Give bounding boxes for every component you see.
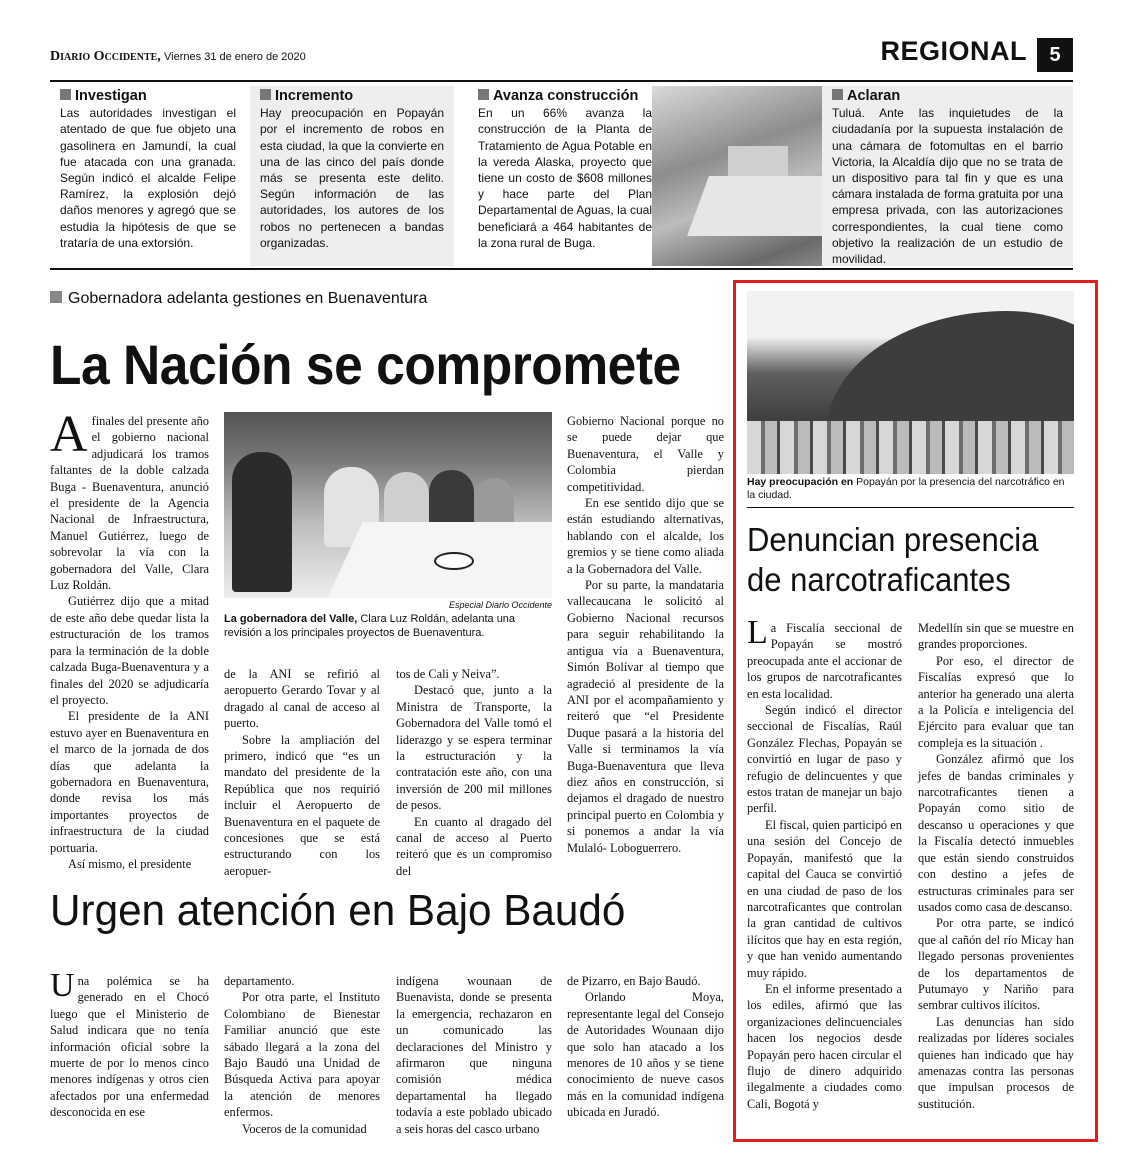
brief-investigan	[50, 86, 242, 266]
news-briefs	[50, 86, 1073, 266]
governor-meeting-photo	[224, 412, 552, 598]
story3-col-1: La Fiscalía seccional de Popayán se mostró preocupada ante el accionar de los grupos de narcotraficantes en esta localidad. Según indicó el director seccional de Fiscalías, Raúl González Flechas, Popayán se convirtió en lugar de paso y refugio de delincuentes y que estos tratan de manejar un bajo perfil. El fiscal, quien participó en una sesión del Concejo de Popayán, manifestó que la capital del Cauca se convirtió en una ciudad de paso de los narcotraficantes que controlan la gran cantidad de cultivos ilícitos que hay en esta región, y que han venido aumentando muy rápido. En el informe presentado a los ediles, afirmó que las organizaciones delincuenciales hacen los negocios desde Popayán pero hacen circular el flujo de dinero adquirido ilegalmente a ciudades como Cali, Bogotá y	[747, 614, 902, 1111]
brief-incremento	[250, 86, 454, 266]
story1-col-4: Gobierno Nacional porque no se puede dejar que Buenaventura, el Valle y Colombia pierdan competitividad. En ese sentido dijo que se están estudiando alternativas, hablando con el alcalde, los gremios y se tiene como aliada a la Gobernadora del Valle. Por su parte, la mandataria vallecaucana le solicitó al Gobierno Nacional recursos para seguir rehabilitando la antigua vía a Buenaventura, Simón Bolívar al tiempo que agradeció al presidente de la ANI por el acompañamiento y reiteró que “el Presidente Duque pasará a la historia del Valle si terminamos la vía Buga-Buenaventura que lleva diez años en construcción, si dejamos el dragado de nuestro principal puerto en Colombia y si ponemos a andar la vía Mulaló- Loboguerrero.	[567, 414, 724, 855]
story1-col-3: tos de Cali y Neiva”. Destacó que, junto a la Ministra de Transporte, la Gobernadora del Valle tomó el liderazgo y se espera terminar la estructuración y la contratación este año, con una inversión de 200 mil millones de pesos. En cuanto al dragado del canal de acceso al Puerto reiteró que es un compromiso del	[396, 667, 552, 878]
header-rule	[50, 80, 1073, 82]
briefs-rule	[50, 268, 1073, 270]
story1-col-2: de la ANI se refirió al aeropuerto Gerardo Tovar y al dragado al canal de acceso al puerto. Sobre la ampliación del primero, indicó que “es un mandato del presidente de la República que nos requirió incluir el Aeropuerto de Buenaventura en el paquete de concesiones que se está estructurando con los aeropuer-	[224, 667, 380, 878]
page-number: 5	[1037, 38, 1073, 72]
story3-col-2: Medellín sin que se muestre en grandes proporciones. Por eso, el director de Fiscalías expresó que lo anterior ha generado una alerta a la Policía e inteligencia del Ejército para evaluar que tan compleja es la situación . González afirmó que los jefes de bandas criminales y narcotraficantes tienen a Popayán como sitio de descanso u operaciones y que la Fiscalía detectó inmuebles que están siendo construidos con destino a jefes de estructuras criminales para ser usados como casa de descanso. Por otra parte, se indicó que al cañón del río Micay han llegado personas provenientes de los departamentos de Putumayo y Nariño para sembrar cultivos ilícitos. Las denuncias han sido realizadas por líderes sociales quienes han indicado que hay amenazas contra las personas que impulsan procesos de sustitución.	[918, 621, 1074, 1111]
photo-caption: Hay preocupación en Popayán por la presencia del narcotráfico en la ciudad.	[747, 476, 1065, 501]
brief-text: Hay preocupación en Popayán por el incremento de robos en esta ciudad, la que la convierte en una de las cinco del país donde más se presenta este delito. Según información de las autoridades, los autores de los robos no pertenecen a bandas organizadas.	[260, 106, 444, 250]
brief-aclaran	[822, 86, 1073, 266]
brief-text: En un 66% avanza la construcción de la Planta de Tratamiento de Agua Potable en la vereda Alaska, proyecto que tiene un costo de $608 millones y hace parte del Plan Departamental de Aguas, la cual beneficiará a 464 habitantes de la zona rural de Buga.	[478, 106, 652, 250]
brief-title: Aclaran	[832, 88, 1063, 104]
dropcap: A	[50, 406, 88, 463]
dropcap: U	[50, 967, 75, 1004]
brief-title: Investigan	[60, 88, 236, 104]
story2-col-3: indígena wounaan de Buenavista, donde se presenta la emergencia, rechazaron en un comunicado las declaraciones del Ministro y afirmaron que ninguna comisión médica departamental ha llegado todavía a este poblado ubicado a seis horas del casco urbano	[396, 974, 552, 1136]
paper-name: Diario Occidente,	[50, 49, 161, 64]
brief-title: Incremento	[260, 88, 444, 104]
story-kicker: Gobernadora adelanta gestiones en Buenaventura	[50, 290, 427, 308]
story2-col-1: Una polémica se ha generado en el Chocó luego que el Ministerio de Salud indicara que no tenía información oficial sobre la muerte de por lo menos cinco menores indígenas y otros cien afectados por una enfermedad desconocida en ese	[50, 967, 209, 1120]
story3-headline: Denuncian presencia de narcotraficantes	[747, 521, 1039, 598]
story2-col-2: departamento. Por otra parte, el Instituto Colombiano de Bienestar Familiar anunció que este sábado llegará a la zona del Bajo Baudó una Unidad de Búsqueda Activa para apoyar la atención de menores enfermos. Voceros de la comunidad	[224, 974, 380, 1136]
story2-col-4: de Pizarro, en Bajo Baudó. Orlando Moya, representante legal del Consejo de Autoridades Wounaan dijo que solo han atacado a los menores de 10 años y se tiene conocimiento de nueve casos más en la comunidad indígena ubicada en Juradó.	[567, 974, 724, 1120]
issue-date: Viernes 31 de enero de 2020	[164, 51, 306, 63]
section-title: REGIONAL	[880, 36, 1027, 66]
popayan-photo	[747, 291, 1074, 474]
story1-col-1: Afinales del presente año el gobierno nacional adjudicará los tramos faltantes de la doble calzada Buga - Buenaventura, anunció el presidente de la Agencia Nacional de Infraestructura, Manuel Gutiérrez, luego de sobrevolar la vía con la gobernadora del Valle, Clara Luz Roldán. Gutiérrez dijo que a mitad de este año debe quedar lista la estructuración de los tramos para la terminación de la doble calzada Buga-Buenaventura y a finales del 2020 se adjudicaría el proyecto. El presidente de la ANI estuvo ayer en Buenaventura en el marco de la jornada de dos días que adelanta la gobernadora en Buenaventura, donde revisa los más importantes proyectos de infraestructura de la ciudad portuaria. Así mismo, el presidente	[50, 406, 209, 871]
dropcap: L	[747, 614, 768, 651]
caption-rule	[747, 507, 1074, 508]
brief-text: Tuluá. Ante las inquietudes de la ciudadanía por la supuesta instalación de una cámara de fotomultas en el barrio Victoria, la Alcaldía dijo que no se trata de un dispositivo para tal fin y que es una cámara instalada de forma gratuita por una empresa privada, con las autorizaciones correspondientes, la cual tiene como objetivo la realización de un estudio de movilidad.	[832, 106, 1063, 267]
story-headline: La Nación se compromete	[50, 333, 681, 396]
brief-title: Avanza construcción	[478, 88, 642, 104]
brief-text: Las autoridades investigan el atentado de que fue objeto una gasolinera en Jamundí, la cual fue atacada con una granada. Según indicó el alcalde Felipe Ramírez, la explosión dejó daños menores y agregó que se estudia la hipótesis de que se trataría de una extorsión.	[60, 106, 236, 250]
photo-caption: La gobernadora del Valle, Clara Luz Roldán, adelanta una revisión a los principales proyectos de Buenaventura.	[224, 613, 516, 639]
masthead	[50, 48, 306, 65]
page-header	[50, 30, 1073, 80]
photo-credit: Especial Diario Occidente	[448, 600, 552, 610]
story2-headline: Urgen atención en Bajo Baudó	[50, 886, 626, 935]
